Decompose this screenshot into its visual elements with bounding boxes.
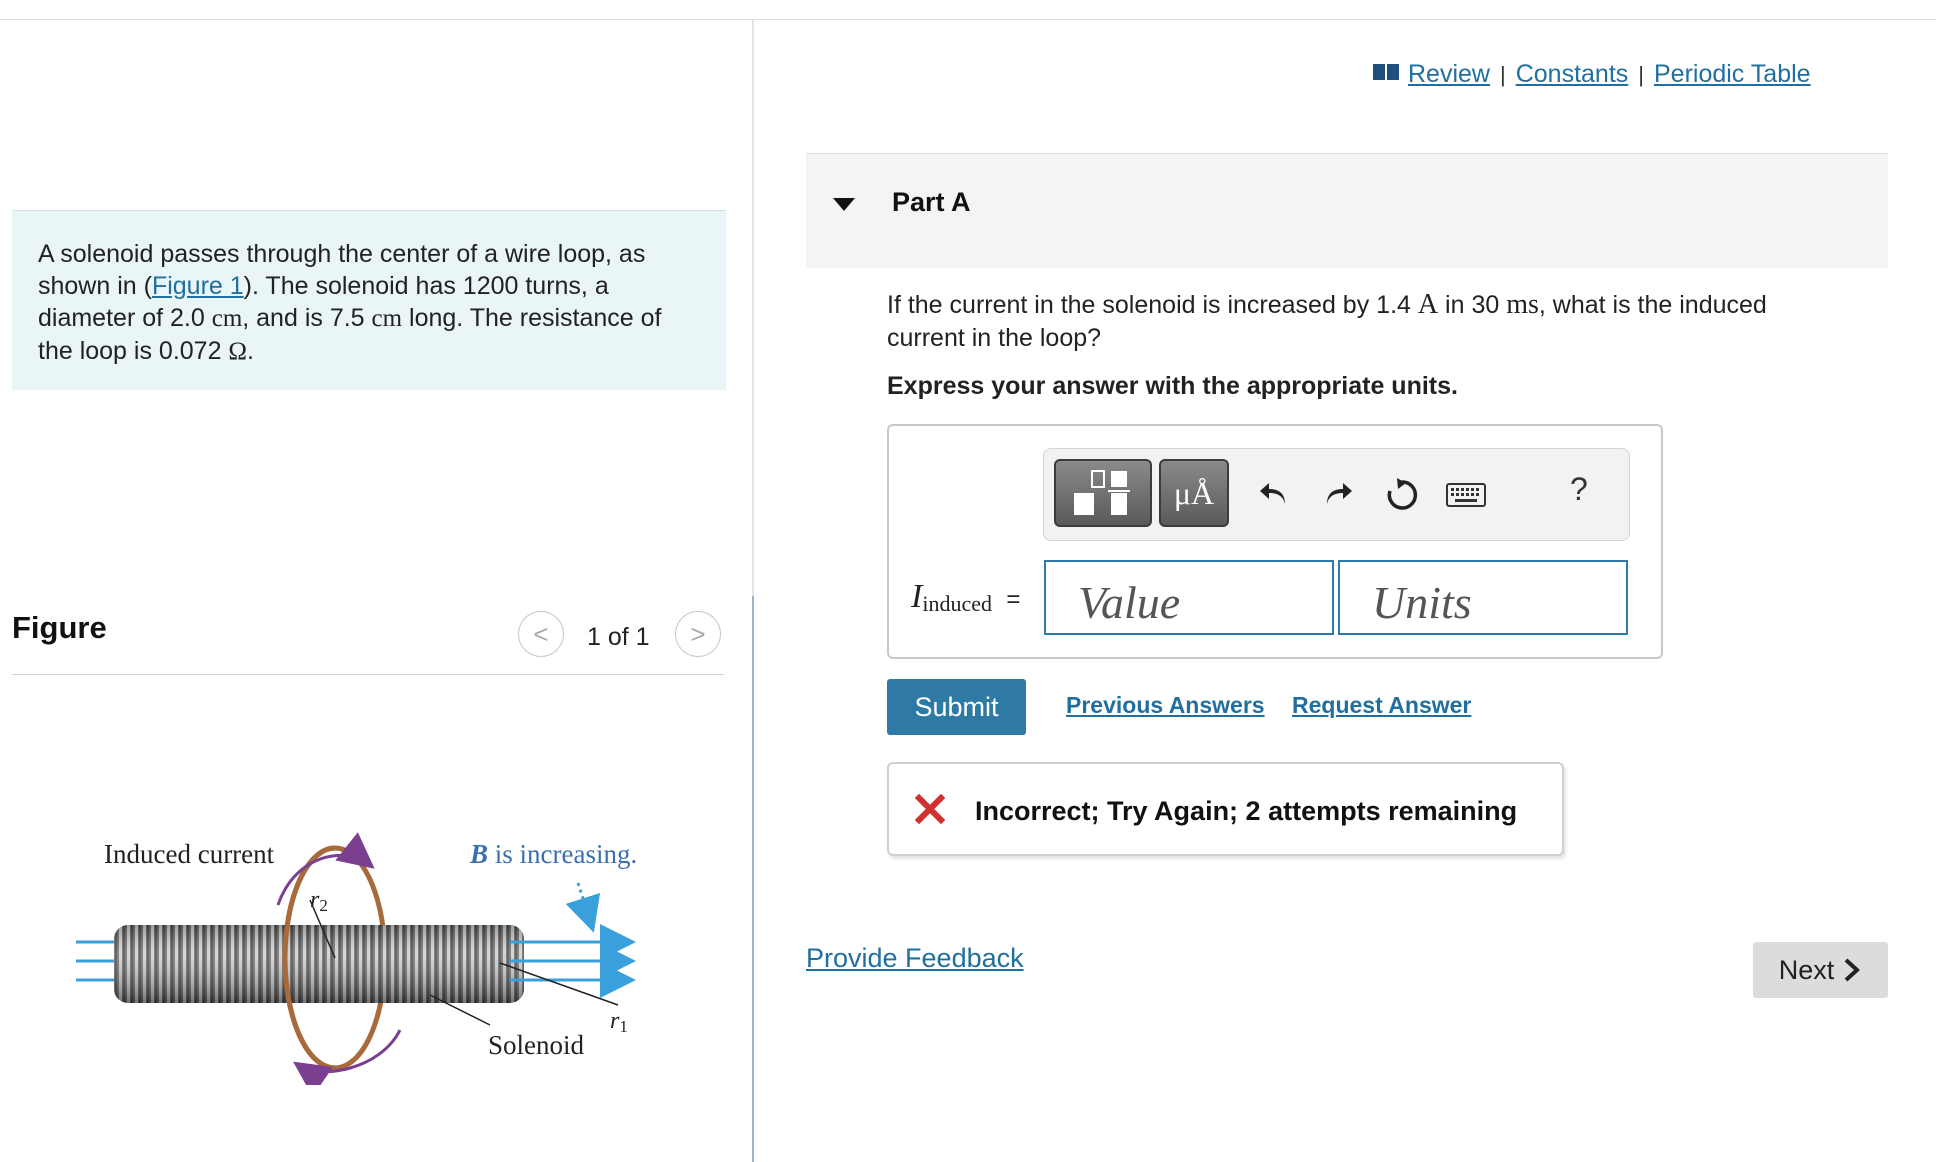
solenoid-figure (70, 825, 680, 1085)
label-r1: r1 (610, 1008, 628, 1036)
question-fragment: If the current in the solenoid is increased by 1.4 (887, 291, 1418, 319)
templates-button[interactable] (1054, 459, 1152, 527)
figure-divider (12, 674, 724, 675)
incorrect-x-icon (915, 794, 945, 829)
provide-feedback-link[interactable]: Provide Feedback (806, 943, 1024, 973)
problem-text: long. The resistance of the loop is 0.072 (38, 304, 662, 365)
figure-link[interactable]: Figure 1 (151, 272, 244, 300)
request-answer-link[interactable]: Request Answer (1292, 692, 1472, 718)
solenoid-shading (114, 925, 524, 1003)
column-scrollbar[interactable] (752, 596, 754, 1162)
link-separator: | (1638, 61, 1644, 87)
equals-sign: = (1006, 586, 1021, 613)
label-b-increasing: B is increasing. (470, 839, 638, 869)
link-separator: | (1499, 61, 1506, 87)
next-button[interactable] (1753, 942, 1888, 998)
math-toolbar (1043, 448, 1630, 541)
problem-text: . (247, 337, 254, 365)
unit-cm: cm (371, 305, 403, 332)
help-button[interactable]: ? (1570, 471, 1588, 507)
previous-answers-link[interactable]: Previous Answers (1066, 692, 1265, 718)
problem-text: ). The solenoid has 1200 turns, a diameter of 2.0 (38, 272, 609, 332)
label-r2: r2 (310, 887, 328, 915)
answer-variable: I (911, 578, 923, 615)
figure-counter: 1 of 1 (587, 623, 650, 651)
units-button[interactable]: μÅ (1159, 459, 1229, 527)
chevron-right-icon (1842, 958, 1862, 982)
answer-instruction: Express your answer with the appropriate units. (887, 372, 1458, 400)
figure-next-button[interactable] (675, 611, 721, 657)
redo-icon[interactable] (1316, 475, 1360, 515)
periodic-table-link[interactable]: Periodic Table (1653, 60, 1811, 88)
answer-subscript: induced (922, 591, 992, 616)
value-input[interactable] (1044, 560, 1334, 635)
top-border (0, 19, 1936, 20)
templates-icon (1056, 461, 1150, 525)
units-input[interactable] (1338, 560, 1628, 635)
feedback-text: Incorrect; Try Again; 2 attempts remaining (975, 796, 1518, 826)
answer-label (911, 578, 1020, 616)
unit-ohm: Ω (228, 338, 248, 365)
unit-ms: ms (1506, 289, 1539, 320)
feedback-message-box (887, 762, 1564, 856)
chevron-right-icon: > (690, 618, 706, 649)
figure-prev-button[interactable] (518, 611, 564, 657)
question-text (887, 288, 1847, 355)
undo-icon[interactable] (1252, 475, 1296, 515)
caret-down-icon[interactable] (832, 196, 856, 217)
answer-box (887, 424, 1663, 659)
b-increasing-arrow (578, 883, 592, 927)
problem-text: A solenoid passes through the center of a wire loop, as shown in ( (38, 240, 646, 300)
part-a-title: Part A (892, 187, 971, 217)
book-icon (1372, 60, 1400, 89)
constants-link[interactable]: Constants (1515, 60, 1629, 88)
label-solenoid: Solenoid (488, 1030, 585, 1060)
problem-statement (12, 210, 726, 390)
question-fragment: , what is the induced current in the loop? (887, 291, 1767, 352)
unit-cm: cm (211, 305, 243, 332)
resource-links (1372, 60, 1811, 89)
submit-button[interactable]: Submit (887, 679, 1026, 735)
keyboard-icon[interactable] (1444, 475, 1488, 515)
unit-amp: A (1417, 289, 1439, 320)
question-fragment: in 30 (1438, 291, 1507, 319)
part-a-header[interactable] (806, 153, 1888, 268)
problem-text: , and is 7.5 (242, 304, 372, 332)
chevron-left-icon: < (533, 618, 549, 649)
figure-title: Figure (12, 610, 107, 645)
next-label: Next (1778, 954, 1835, 985)
label-induced-current: Induced current (104, 839, 275, 869)
review-link[interactable]: Review (1408, 60, 1490, 88)
reset-icon[interactable] (1380, 475, 1424, 515)
